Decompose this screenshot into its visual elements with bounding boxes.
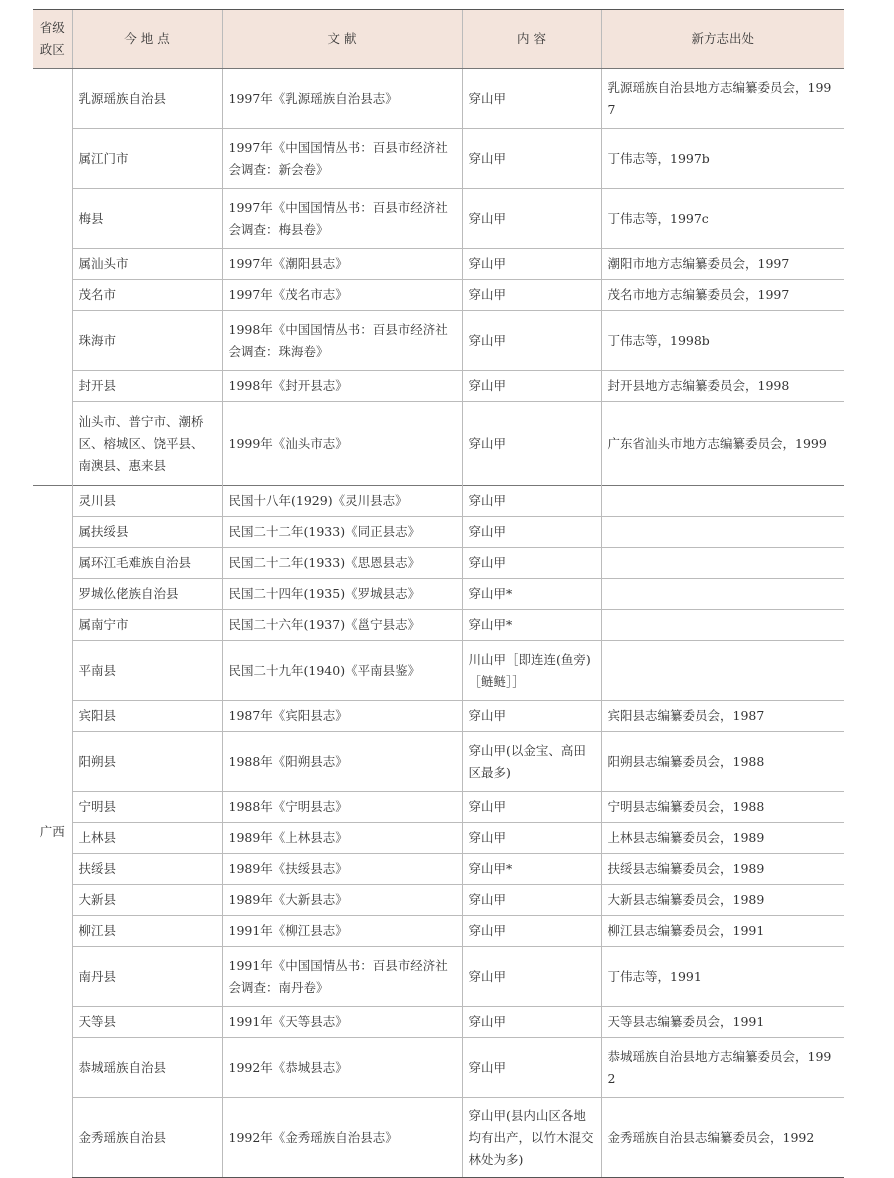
cell-source: 丁伟志等，1997c [601,189,844,249]
cell-content: 穿山甲 [462,916,601,947]
table-row [33,1007,844,1038]
cell-place: 灵川县 [72,486,222,517]
cell-place: 茂名市 [72,280,222,311]
cell-document: 1998年《中国国情丛书：百县市经济社会调查：珠海卷》 [222,311,462,371]
cell-place: 扶绥县 [72,854,222,885]
table-row [33,610,844,641]
cell-content: 川山甲［即连连(鱼旁)［鲢鲢］］ [462,641,601,701]
cell-source: 上林县志编纂委员会，1989 [601,823,844,854]
cell-place: 属汕头市 [72,249,222,280]
header-content: 内 容 [462,10,601,69]
cell-document: 民国十八年(1929)《灵川县志》 [222,486,462,517]
table-row [33,641,844,701]
table-row [33,548,844,579]
cell-source: 阳朔县志编纂委员会，1988 [601,732,844,792]
header-province: 省级 政区 [33,10,72,69]
cell-source [601,548,844,579]
cell-source: 丁伟志等，1991 [601,947,844,1007]
table-row [33,280,844,311]
cell-document: 民国二十二年(1933)《思恩县志》 [222,548,462,579]
cell-place: 罗城仫佬族自治县 [72,579,222,610]
cell-place: 南丹县 [72,947,222,1007]
cell-content: 穿山甲 [462,371,601,402]
table-row [33,311,844,371]
table-row [33,792,844,823]
cell-place: 属扶绥县 [72,517,222,548]
cell-place: 大新县 [72,885,222,916]
cell-document: 民国二十九年(1940)《平南县鉴》 [222,641,462,701]
table-row [33,701,844,732]
cell-document: 1988年《宁明县志》 [222,792,462,823]
cell-document: 民国二十四年(1935)《罗城县志》 [222,579,462,610]
cell-place: 属江门市 [72,129,222,189]
table-row [33,371,844,402]
cell-content: 穿山甲* [462,610,601,641]
cell-content: 穿山甲 [462,486,601,517]
cell-place: 乳源瑶族自治县 [72,69,222,129]
cell-document: 1997年《茂名市志》 [222,280,462,311]
cell-source: 金秀瑶族自治县志编纂委员会，1992 [601,1098,844,1178]
cell-source: 扶绥县志编纂委员会，1989 [601,854,844,885]
cell-source [601,610,844,641]
table-row [33,189,844,249]
cell-document: 1989年《扶绥县志》 [222,854,462,885]
cell-source: 宾阳县志编纂委员会，1987 [601,701,844,732]
cell-document: 1992年《恭城县志》 [222,1038,462,1098]
cell-content: 穿山甲 [462,189,601,249]
cell-content: 穿山甲(县内山区各地均有出产，以竹木混交林处为多) [462,1098,601,1178]
cell-document: 民国二十六年(1937)《邕宁县志》 [222,610,462,641]
cell-document: 1997年《潮阳县志》 [222,249,462,280]
cell-source: 柳江县志编纂委员会，1991 [601,916,844,947]
cell-content: 穿山甲 [462,823,601,854]
cell-source: 宁明县志编纂委员会，1988 [601,792,844,823]
cell-document: 1991年《柳江县志》 [222,916,462,947]
table-row [33,823,844,854]
cell-place: 属环江毛难族自治县 [72,548,222,579]
cell-content: 穿山甲(以金宝、高田区最多) [462,732,601,792]
table-row [33,1098,844,1178]
cell-source [601,579,844,610]
cell-source [601,517,844,548]
table-row [33,517,844,548]
header-document: 文 献 [222,10,462,69]
table-row [33,69,844,129]
cell-content: 穿山甲* [462,854,601,885]
cell-place: 阳朔县 [72,732,222,792]
cell-document: 1998年《封开县志》 [222,371,462,402]
cell-place: 恭城瑶族自治县 [72,1038,222,1098]
table-row [33,486,844,517]
cell-content: 穿山甲 [462,129,601,189]
cell-place: 珠海市 [72,311,222,371]
cell-content: 穿山甲 [462,402,601,486]
cell-source: 乳源瑶族自治县地方志编纂委员会，1997 [601,69,844,129]
cell-place: 宾阳县 [72,701,222,732]
table-body [33,69,844,1178]
table-row [33,732,844,792]
cell-source: 天等县志编纂委员会，1991 [601,1007,844,1038]
cell-document: 1999年《汕头市志》 [222,402,462,486]
table-header-row [33,10,844,69]
table-row [33,129,844,189]
cell-source: 广东省汕头市地方志编纂委员会，1999 [601,402,844,486]
cell-content: 穿山甲 [462,517,601,548]
cell-place: 汕头市、普宁市、潮桥区、榕城区、饶平县、南澳县、惠来县 [72,402,222,486]
cell-content: 穿山甲 [462,792,601,823]
cell-province: 广西 [33,486,72,1178]
cell-content: 穿山甲 [462,885,601,916]
cell-content: 穿山甲 [462,69,601,129]
cell-source [601,486,844,517]
cell-source: 大新县志编纂委员会，1989 [601,885,844,916]
table-row [33,249,844,280]
gazetteer-table-page [33,9,844,1178]
cell-source: 丁伟志等，1998b [601,311,844,371]
cell-source: 恭城瑶族自治县地方志编纂委员会，1992 [601,1038,844,1098]
cell-document: 1997年《中国国情丛书：百县市经济社会调查：新会卷》 [222,129,462,189]
cell-content: 穿山甲 [462,1007,601,1038]
cell-place: 天等县 [72,1007,222,1038]
cell-content: 穿山甲 [462,280,601,311]
cell-document: 1991年《中国国情丛书：百县市经济社会调查：南丹卷》 [222,947,462,1007]
cell-place: 金秀瑶族自治县 [72,1098,222,1178]
cell-document: 1997年《乳源瑶族自治县志》 [222,69,462,129]
cell-content: 穿山甲* [462,579,601,610]
table-row [33,916,844,947]
cell-province [33,69,72,486]
cell-document: 1987年《宾阳县志》 [222,701,462,732]
cell-document: 1989年《上林县志》 [222,823,462,854]
table-row [33,402,844,486]
table-row [33,1038,844,1098]
table-row [33,947,844,1007]
table-row [33,854,844,885]
pangolin-records-table [33,9,844,1178]
cell-document: 1988年《阳朔县志》 [222,732,462,792]
cell-place: 属南宁市 [72,610,222,641]
cell-content: 穿山甲 [462,701,601,732]
cell-source [601,641,844,701]
cell-content: 穿山甲 [462,311,601,371]
cell-place: 平南县 [72,641,222,701]
cell-place: 上林县 [72,823,222,854]
cell-source: 茂名市地方志编纂委员会，1997 [601,280,844,311]
cell-source: 封开县地方志编纂委员会，1998 [601,371,844,402]
cell-document: 1997年《中国国情丛书：百县市经济社会调查：梅县卷》 [222,189,462,249]
cell-document: 民国二十二年(1933)《同正县志》 [222,517,462,548]
cell-source: 丁伟志等，1997b [601,129,844,189]
cell-document: 1992年《金秀瑶族自治县志》 [222,1098,462,1178]
header-source: 新方志出处 [601,10,844,69]
cell-place: 柳江县 [72,916,222,947]
cell-source: 潮阳市地方志编纂委员会，1997 [601,249,844,280]
table-row [33,885,844,916]
cell-document: 1991年《天等县志》 [222,1007,462,1038]
cell-document: 1989年《大新县志》 [222,885,462,916]
cell-place: 宁明县 [72,792,222,823]
table-row [33,579,844,610]
cell-content: 穿山甲 [462,1038,601,1098]
cell-content: 穿山甲 [462,548,601,579]
cell-place: 封开县 [72,371,222,402]
header-place: 今 地 点 [72,10,222,69]
cell-content: 穿山甲 [462,947,601,1007]
cell-place: 梅县 [72,189,222,249]
cell-content: 穿山甲 [462,249,601,280]
